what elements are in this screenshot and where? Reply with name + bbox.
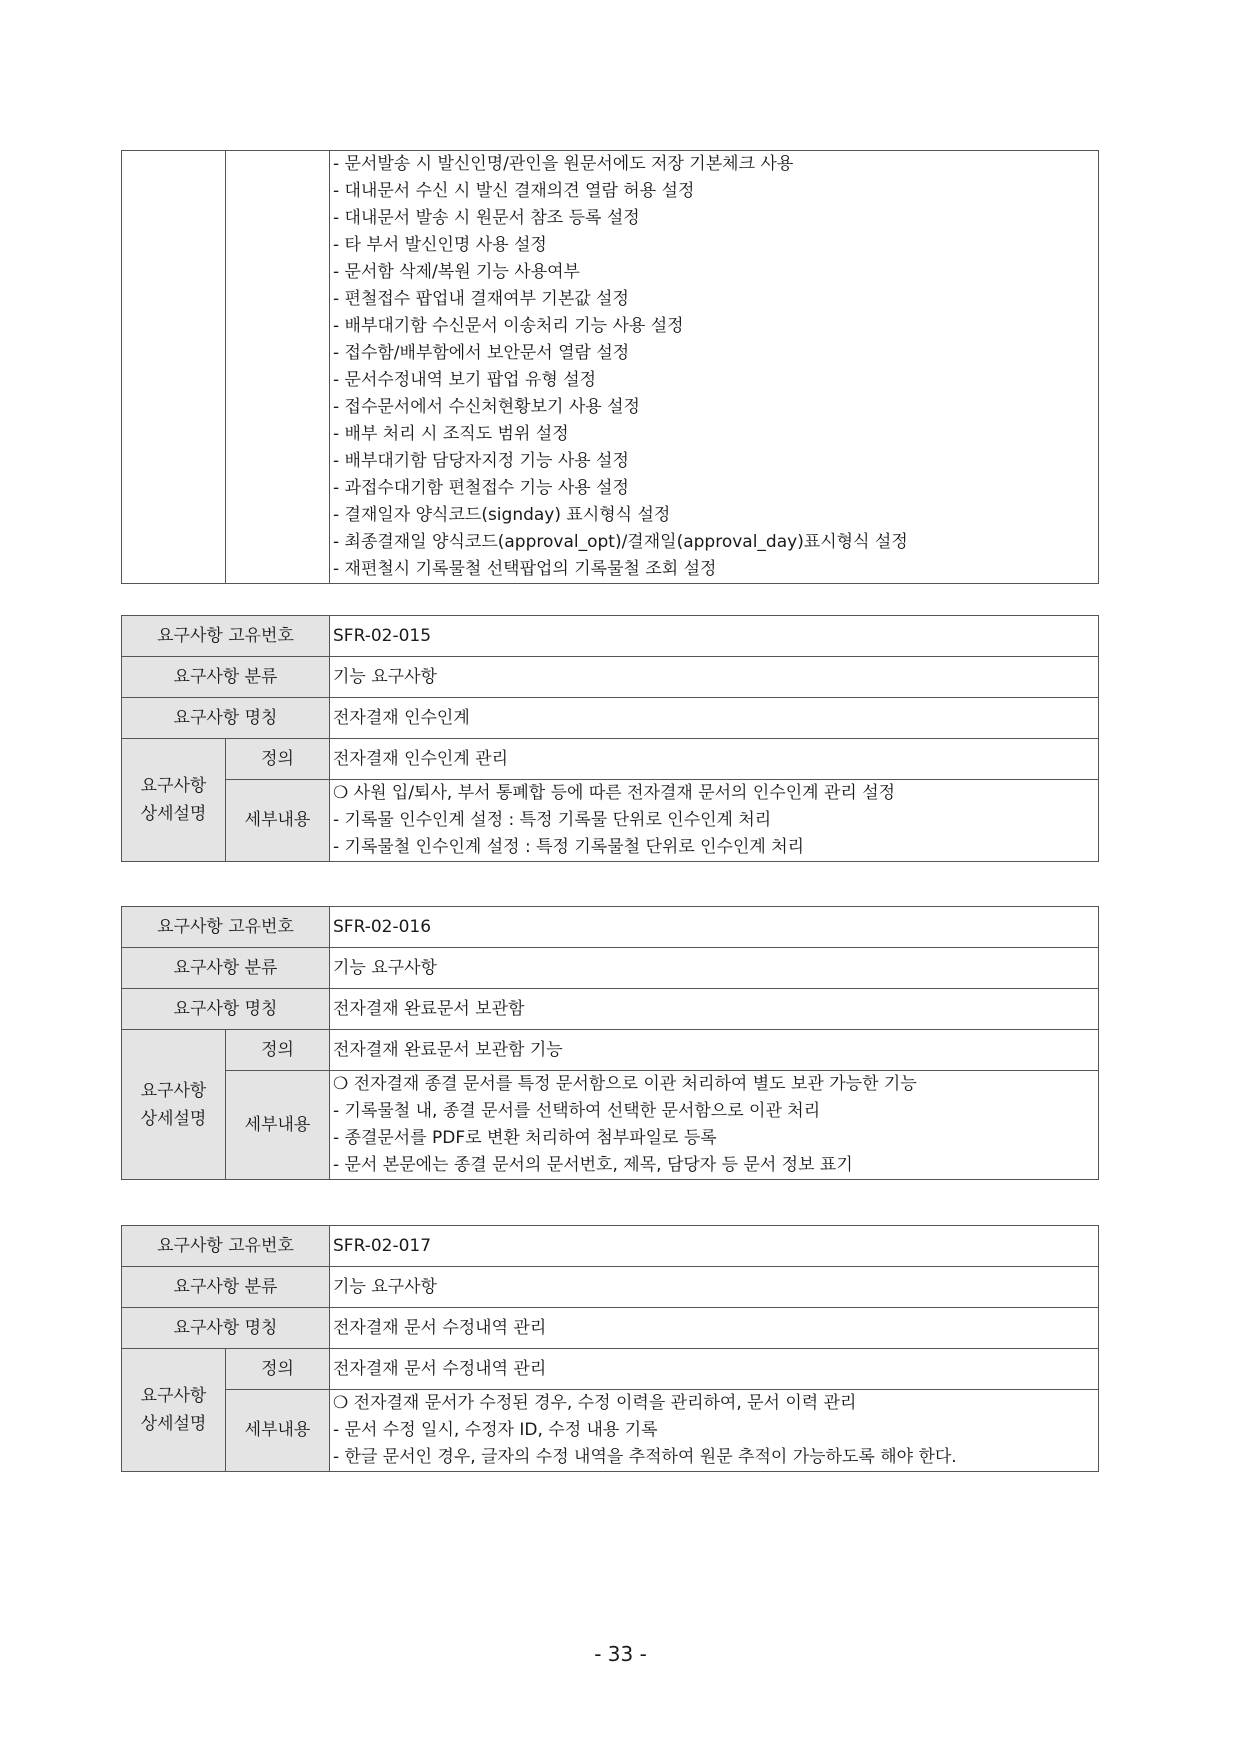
definition-label: 정의 (226, 739, 330, 780)
definition-value: 전자결재 문서 수정내역 관리 (330, 1349, 1099, 1390)
continuation-table (121, 150, 1099, 584)
detail-line: - 기록물철 내, 종결 문서를 선택하여 선택한 문서함으로 이관 처리 (333, 1101, 821, 1121)
requirement-name-value: 전자결재 문서 수정내역 관리 (330, 1308, 1099, 1349)
definition-label: 정의 (226, 1349, 330, 1390)
requirement-id-value: SFR-02-015 (330, 616, 1099, 657)
continuation-settings-list (330, 151, 1099, 584)
requirement-id-value: SFR-02-016 (330, 907, 1099, 948)
list-item: - 배부대기함 수신문서 이송처리 기능 사용 설정 (333, 316, 684, 336)
continuation-empty-col1 (122, 151, 226, 584)
requirement-name-value: 전자결재 완료문서 보관함 (330, 989, 1099, 1030)
list-item: - 배부 처리 시 조직도 범위 설정 (333, 424, 569, 444)
list-item: - 결재일자 양식코드(signday) 표시형식 설정 (333, 505, 671, 525)
continuation-empty-col2 (226, 151, 330, 584)
detail-line: ❍ 사원 입/퇴사, 부서 통폐합 등에 따른 전자결재 문서의 인수인계 관리 설정 (333, 783, 896, 803)
requirement-category-label: 요구사항 분류 (122, 657, 330, 698)
requirement-name-label: 요구사항 명칭 (122, 989, 330, 1030)
detail-line: ❍ 전자결재 문서가 수정된 경우, 수정 이력을 관리하여, 문서 이력 관리 (333, 1393, 857, 1413)
list-item: - 대내문서 발송 시 원문서 참조 등록 설정 (333, 208, 640, 228)
requirement-name-value: 전자결재 인수인계 (330, 698, 1099, 739)
list-item: - 문서발송 시 발신인명/관인을 원문서에도 저장 기본체크 사용 (333, 154, 794, 174)
requirement-id-label: 요구사항 고유번호 (122, 1226, 330, 1267)
requirement-id-label: 요구사항 고유번호 (122, 616, 330, 657)
list-item: - 재편철시 기록물철 선택팝업의 기록물철 조회 설정 (333, 559, 717, 579)
detail-line: - 기록물 인수인계 설정 : 특정 기록물 단위로 인수인계 처리 (333, 810, 772, 830)
detail-line: - 문서 본문에는 종결 문서의 문서번호, 제목, 담당자 등 문서 정보 표기 (333, 1155, 853, 1175)
requirement-table-sfr-02-017 (121, 1225, 1099, 1472)
detail-line: - 문서 수정 일시, 수정자 ID, 수정 내용 기록 (333, 1420, 658, 1440)
requirement-category-value: 기능 요구사항 (330, 948, 1099, 989)
list-item: - 접수문서에서 수신처현황보기 사용 설정 (333, 397, 640, 417)
definition-value: 전자결재 인수인계 관리 (330, 739, 1099, 780)
requirement-name-label: 요구사항 명칭 (122, 1308, 330, 1349)
list-item: - 과접수대기함 편철접수 기능 사용 설정 (333, 478, 629, 498)
requirement-detail-label (122, 739, 226, 862)
detail-line: - 한글 문서인 경우, 글자의 수정 내역을 추적하여 원문 추적이 가능하도록 해야 한다. (333, 1447, 957, 1467)
list-item: - 문서수정내역 보기 팝업 유형 설정 (333, 370, 597, 390)
requirement-name-label: 요구사항 명칭 (122, 698, 330, 739)
requirement-category-value: 기능 요구사항 (330, 657, 1099, 698)
list-item: - 편철접수 팝업내 결재여부 기본값 설정 (333, 289, 629, 309)
list-item: - 타 부서 발신인명 사용 설정 (333, 235, 547, 255)
requirement-category-value: 기능 요구사항 (330, 1267, 1099, 1308)
requirement-table-sfr-02-015 (121, 615, 1099, 862)
content-label: 세부내용 (226, 780, 330, 862)
detail-line: - 기록물철 인수인계 설정 : 특정 기록물철 단위로 인수인계 처리 (333, 837, 805, 857)
content-details (330, 780, 1099, 862)
content-label: 세부내용 (226, 1071, 330, 1180)
requirement-detail-label-text: 요구사항 상세설명 (140, 1386, 207, 1434)
requirement-detail-label-text: 요구사항 상세설명 (140, 1080, 207, 1129)
requirement-detail-label (122, 1030, 226, 1180)
list-item: - 배부대기함 담당자지정 기능 사용 설정 (333, 451, 629, 471)
detail-line: - 종결문서를 PDF로 변환 처리하여 첨부파일로 등록 (333, 1128, 717, 1148)
list-item: - 문서함 삭제/복원 기능 사용여부 (333, 262, 580, 282)
requirement-id-value: SFR-02-017 (330, 1226, 1099, 1267)
requirement-category-label: 요구사항 분류 (122, 948, 330, 989)
detail-line: ❍ 전자결재 종결 문서를 특정 문서함으로 이관 처리하여 별도 보관 가능한 기능 (333, 1074, 917, 1094)
content-label: 세부내용 (226, 1390, 330, 1472)
requirement-id-label: 요구사항 고유번호 (122, 907, 330, 948)
requirement-table-sfr-02-016 (121, 906, 1099, 1180)
list-item: - 최종결재일 양식코드(approval_opt)/결재일(approval_day)표시형식 설정 (333, 532, 908, 552)
list-item: - 대내문서 수신 시 발신 결재의견 열람 허용 설정 (333, 181, 695, 201)
content-details (330, 1071, 1099, 1180)
requirement-detail-label (122, 1349, 226, 1472)
definition-label: 정의 (226, 1030, 330, 1071)
content-details (330, 1390, 1099, 1472)
page-number: - 33 - (594, 1642, 647, 1666)
list-item: - 접수함/배부함에서 보안문서 열람 설정 (333, 343, 630, 363)
requirement-category-label: 요구사항 분류 (122, 1267, 330, 1308)
requirement-detail-label-text: 요구사항 상세설명 (140, 776, 207, 824)
definition-value: 전자결재 완료문서 보관함 기능 (330, 1030, 1099, 1071)
